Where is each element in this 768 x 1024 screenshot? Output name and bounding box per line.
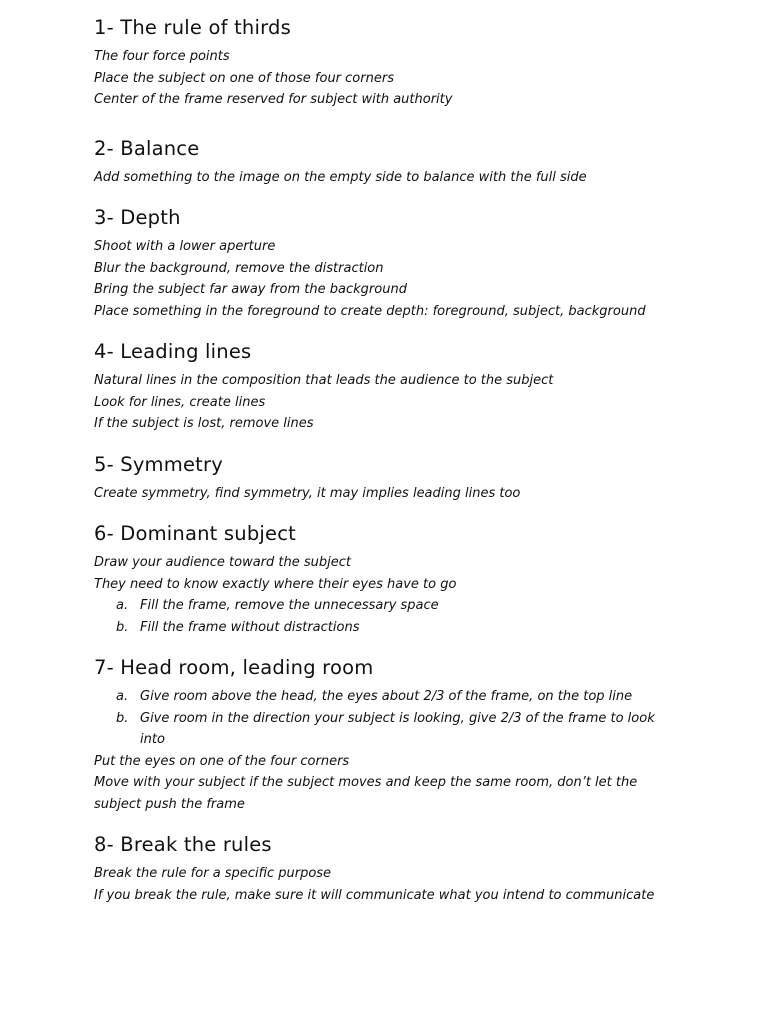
section-line: Natural lines in the composition that leads the audience to the subject xyxy=(94,373,554,388)
section-line: Create symmetry, find symmetry, it may implies leading lines too xyxy=(94,485,521,501)
section-line: Place the subject on one of those four corners xyxy=(94,70,394,86)
section-line: Blur the background, remove the distraction xyxy=(94,260,384,276)
list-item xyxy=(94,595,694,617)
section-line: Place something in the foreground to create depth: foreground, subject, background xyxy=(94,303,646,319)
section-line: Bring the subject far away from the background xyxy=(94,282,407,297)
list-marker: a. xyxy=(116,598,129,613)
section-heading: 5- Symmetry xyxy=(94,452,223,476)
section-heading: 7- Head room, leading room xyxy=(94,656,374,679)
section-line: The four force points xyxy=(94,49,230,64)
section-rule-of-thirds xyxy=(94,16,694,111)
section-line: Add something to the image on the empty side to balance with the full side xyxy=(94,169,587,185)
list-item xyxy=(94,686,694,708)
section-line: Draw your audience toward the subject xyxy=(94,555,351,570)
section-line: Look for lines, create lines xyxy=(94,394,266,410)
list-item-text: Fill the frame without distractions xyxy=(140,619,360,635)
sub-list xyxy=(94,686,694,751)
list-item-text: Fill the frame, remove the unnecessary space xyxy=(140,598,439,613)
section-head-room xyxy=(94,656,694,815)
section-symmetry xyxy=(94,453,694,505)
section-heading: 8- Break the rules xyxy=(94,833,272,856)
section-break-the-rules xyxy=(94,833,694,906)
section-heading: 2- Balance xyxy=(94,136,200,160)
section-dominant-subject xyxy=(94,522,694,638)
section-heading: 4- Leading lines xyxy=(94,340,252,363)
section-line: Break the rule for a specific purpose xyxy=(94,866,332,881)
section-balance xyxy=(94,137,694,189)
section-depth xyxy=(94,206,694,322)
list-marker: a. xyxy=(116,689,129,704)
section-line: They need to know exactly where their eyes have to go xyxy=(94,576,457,592)
document-body xyxy=(94,16,694,924)
section-heading: 6- Dominant subject xyxy=(94,522,296,545)
list-item xyxy=(94,708,694,751)
list-item-text: Give room in the direction your subject is looking, give 2/3 of the frame to look into xyxy=(140,710,655,747)
section-line: Center of the frame reserved for subject with authority xyxy=(94,92,453,107)
list-marker: b. xyxy=(116,619,129,635)
section-heading: 1- The rule of thirds xyxy=(94,16,291,39)
section-line: Shoot with a lower aperture xyxy=(94,239,276,254)
section-heading: 3- Depth xyxy=(94,206,181,229)
section-line: Put the eyes on one of the four corners xyxy=(94,753,350,769)
section-line: If you break the rule, make sure it will communicate what you intend to communicate xyxy=(94,887,655,903)
section-line: Move with your subject if the subject moves and keep the same room, don’t let the subject push the frame xyxy=(94,775,638,812)
list-marker: b. xyxy=(116,710,129,726)
list-item-text: Give room above the head, the eyes about 2/3 of the frame, on the top line xyxy=(140,689,633,704)
list-item xyxy=(94,617,694,639)
section-leading-lines xyxy=(94,340,694,435)
sub-list xyxy=(94,595,694,638)
section-line: If the subject is lost, remove lines xyxy=(94,416,314,431)
